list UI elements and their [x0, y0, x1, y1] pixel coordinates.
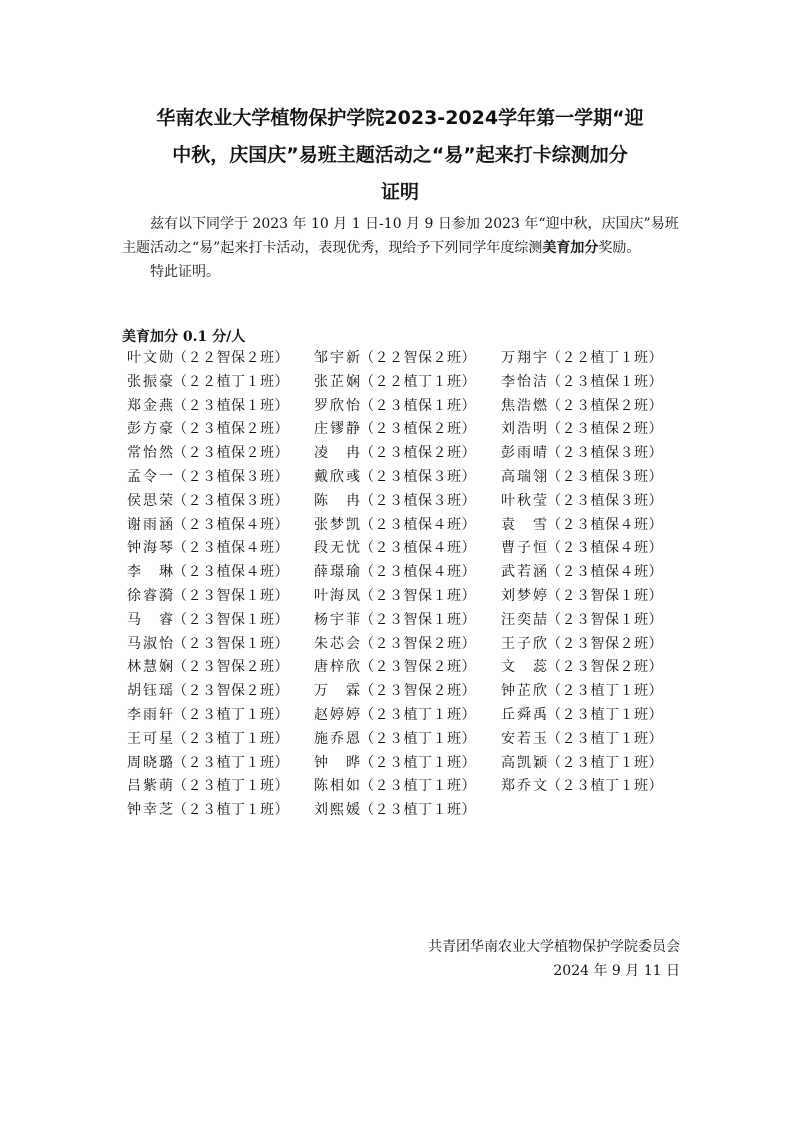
- student-name: 钟海琴: [127, 540, 173, 557]
- body-bold-text: 美育加分: [542, 240, 599, 256]
- list-item: [314, 656, 501, 680]
- student-name: 李 琳: [127, 564, 173, 581]
- list-item: [501, 656, 697, 680]
- student-class: （２３植丁１班）: [547, 683, 663, 700]
- list-item: [314, 561, 501, 585]
- body-paragraph: [122, 212, 682, 260]
- signing-organization: 共青团华南农业大学植物保护学院委员会: [428, 939, 680, 955]
- student-class: （２３智保２班）: [360, 635, 476, 652]
- body-text-end: 奖励。: [598, 240, 641, 256]
- list-item: [501, 728, 697, 752]
- student-name: 陈 冉: [314, 492, 360, 509]
- list-item: [501, 442, 697, 466]
- signing-date: 2024 年 9 月 11 日: [553, 963, 680, 979]
- list-item: [501, 752, 697, 776]
- student-class: （２３植保３班）: [547, 468, 663, 485]
- student-name: 钟芷欣: [501, 683, 547, 700]
- list-item: [314, 418, 501, 442]
- student-class: （２３植保２班）: [360, 445, 476, 462]
- student-class: （２３植保１班）: [173, 397, 289, 414]
- student-name: 马 睿: [127, 611, 173, 628]
- list-item: [127, 585, 314, 609]
- list-item: [314, 371, 501, 395]
- student-name: 叶文勋: [127, 350, 173, 366]
- student-name: 罗欣怡: [314, 397, 360, 414]
- student-class: （２３智保１班）: [173, 611, 289, 628]
- student-name: 王子欣: [501, 635, 547, 652]
- student-name: 袁 雪: [501, 516, 547, 533]
- student-name: 邹宇新: [314, 350, 360, 366]
- list-item: [501, 537, 697, 561]
- student-name: 叶秋莹: [501, 492, 547, 509]
- student-name: 钟幸芝: [127, 802, 173, 819]
- student-class: （２３植保４班）: [547, 516, 663, 533]
- list-item: [314, 609, 501, 633]
- student-class: （２３植保２班）: [360, 421, 476, 438]
- student-class: （２３植保４班）: [360, 540, 476, 557]
- list-item: [501, 490, 697, 514]
- student-name: 武若涵: [501, 564, 547, 581]
- student-name: 汪奕喆: [501, 611, 547, 628]
- student-class: （２２植丁１班）: [173, 373, 289, 390]
- title-line-3: 证明: [380, 181, 419, 203]
- student-name: 林慧娴: [127, 659, 173, 676]
- closing-line: [122, 260, 682, 284]
- list-item: [501, 561, 697, 585]
- list-item: [314, 466, 501, 490]
- list-item: [501, 585, 697, 609]
- certificate-body: [122, 212, 682, 284]
- list-item: [314, 347, 501, 371]
- list-item: [127, 561, 314, 585]
- list-item: [127, 514, 314, 538]
- list-item: [127, 418, 314, 442]
- list-item: [501, 704, 697, 728]
- student-class: （２３植保１班）: [360, 397, 476, 414]
- student-name: 唐梓欣: [314, 659, 360, 676]
- student-class: （２３植保３班）: [547, 492, 663, 509]
- student-class: （２３植丁１班）: [547, 754, 663, 771]
- student-class: （２３植丁１班）: [173, 802, 289, 819]
- student-name: 高凯颖: [501, 754, 547, 771]
- list-item: [127, 371, 314, 395]
- list-item: [314, 514, 501, 538]
- list-item: [127, 775, 314, 799]
- student-name: 朱芯会: [314, 635, 360, 652]
- list-item: [314, 585, 501, 609]
- list-item: [501, 609, 697, 633]
- list-item: [127, 490, 314, 514]
- list-item: [127, 609, 314, 633]
- student-class: （２３植丁１班）: [173, 778, 289, 795]
- student-name: 郑金燕: [127, 397, 173, 414]
- student-class: （２２植丁１班）: [360, 373, 476, 390]
- list-item: [127, 728, 314, 752]
- student-class: （２３植保３班）: [173, 492, 289, 509]
- student-name: 张芷娴: [314, 373, 360, 390]
- student-class: （２３智保１班）: [547, 587, 663, 604]
- student-name: 徐睿漪: [127, 587, 173, 604]
- student-class: （２３植丁１班）: [547, 706, 663, 723]
- list-item: [127, 466, 314, 490]
- student-class: （２３智保２班）: [173, 659, 289, 676]
- student-name: 郑乔文: [501, 778, 547, 795]
- student-class: （２３植保４班）: [547, 540, 663, 557]
- student-name: 刘浩明: [501, 421, 547, 438]
- list-item: [127, 537, 314, 561]
- student-class: （２３植保４班）: [360, 564, 476, 581]
- student-name: 杨宇菲: [314, 611, 360, 628]
- student-class: （２３植保４班）: [173, 516, 289, 533]
- student-class: （２３植丁１班）: [547, 730, 663, 747]
- student-name: 薛璟瑜: [314, 564, 360, 581]
- student-list: [127, 347, 697, 823]
- student-name: 刘梦婷: [501, 587, 547, 604]
- student-name: 钟 晔: [314, 754, 360, 771]
- student-class: （２３植丁１班）: [173, 754, 289, 771]
- list-item: [501, 395, 697, 419]
- list-item: [314, 633, 501, 657]
- student-name: 常怡然: [127, 445, 173, 462]
- student-name: 庄镠静: [314, 421, 360, 438]
- student-class: （２３智保１班）: [547, 611, 663, 628]
- student-name: 文 蕊: [501, 659, 547, 676]
- student-name: 张梦凯: [314, 516, 360, 533]
- student-class: （２３植保３班）: [173, 468, 289, 485]
- list-item: [314, 537, 501, 561]
- student-class: （２３植保２班）: [173, 421, 289, 438]
- student-class: （２２智保２班）: [360, 350, 476, 366]
- student-class: （２３植保３班）: [360, 468, 476, 485]
- student-class: （２３植保４班）: [360, 516, 476, 533]
- list-item: [127, 752, 314, 776]
- student-class: （２３植丁１班）: [360, 802, 476, 819]
- list-item: [314, 490, 501, 514]
- student-name: 凌 冉: [314, 445, 360, 462]
- student-class: （２３植丁１班）: [547, 778, 663, 795]
- student-name: 李雨轩: [127, 706, 173, 723]
- list-item: [314, 728, 501, 752]
- student-name: 王可星: [127, 730, 173, 747]
- list-item: [314, 680, 501, 704]
- list-item: [501, 418, 697, 442]
- award-heading: 美育加分 0.1 分/人: [122, 329, 246, 345]
- list-item: [314, 395, 501, 419]
- student-name: 焦浩燃: [501, 397, 547, 414]
- student-name: 谢雨涵: [127, 516, 173, 533]
- list-item: [127, 442, 314, 466]
- student-class: （２３智保１班）: [360, 587, 476, 604]
- student-class: （２３植保２班）: [547, 397, 663, 414]
- student-class: （２３植丁１班）: [360, 730, 476, 747]
- student-class: （２３植丁１班）: [173, 706, 289, 723]
- list-item: [501, 633, 697, 657]
- student-name: 叶海凤: [314, 587, 360, 604]
- body-text: 兹有以下同学于 2023 年 10 月 1 日-10 月 9 日参加 2023 年“迎中秋，庆国庆”易班主题活动之“易”起来打卡活动，表现优秀，现给予下列同学年度综测: [122, 216, 679, 256]
- student-name: 吕紫萌: [127, 778, 173, 795]
- student-class: （２３智保２班）: [547, 659, 663, 676]
- document-title: [110, 100, 690, 211]
- list-item: [127, 680, 314, 704]
- list-item: [501, 514, 697, 538]
- student-name: 高瑞翎: [501, 468, 547, 485]
- student-name: 丘舜禹: [501, 706, 547, 723]
- student-name: 安若玉: [501, 730, 547, 747]
- list-item: [127, 799, 314, 823]
- list-item: [127, 395, 314, 419]
- student-class: （２３植保２班）: [173, 445, 289, 462]
- list-item: [501, 775, 697, 799]
- student-name: 孟令一: [127, 468, 173, 485]
- student-class: （２３植保４班）: [547, 564, 663, 581]
- student-name: 张振豪: [127, 373, 173, 390]
- student-class: （２３植保４班）: [173, 540, 289, 557]
- student-name: 戴欣彧: [314, 468, 360, 485]
- student-name: 马淑怡: [127, 635, 173, 652]
- student-class: （２３智保１班）: [360, 611, 476, 628]
- list-item: [314, 799, 501, 823]
- student-class: （２３智保２班）: [360, 683, 476, 700]
- list-item: [501, 466, 697, 490]
- student-name: 陈相如: [314, 778, 360, 795]
- list-item: [127, 704, 314, 728]
- list-item: [314, 442, 501, 466]
- student-name: 刘熙媛: [314, 802, 360, 819]
- student-name: 段无忧: [314, 540, 360, 557]
- closing-text: 特此证明。: [150, 264, 220, 280]
- list-item: [501, 680, 697, 704]
- title-line-1: 华南农业大学植物保护学院2023-2024学年第一学期“迎: [156, 107, 644, 129]
- student-name: 赵婷婷: [314, 706, 360, 723]
- student-class: （２３植保３班）: [547, 445, 663, 462]
- student-name: 侯思荣: [127, 492, 173, 509]
- student-class: （２３智保２班）: [547, 635, 663, 652]
- student-class: （２３植丁１班）: [360, 706, 476, 723]
- student-name: 万 霖: [314, 683, 360, 700]
- student-name: 万翔宇: [501, 350, 547, 366]
- list-item: [501, 371, 697, 395]
- student-name: 彭雨晴: [501, 445, 547, 462]
- student-class: （２２智保２班）: [173, 350, 289, 366]
- student-class: （２２植丁１班）: [547, 350, 663, 366]
- list-item: [127, 347, 314, 371]
- title-line-2: 中秋，庆国庆”易班主题活动之“易”起来打卡综测加分: [172, 144, 628, 166]
- list-item: [314, 775, 501, 799]
- student-class: （２３智保１班）: [173, 587, 289, 604]
- student-name: 李怡洁: [501, 373, 547, 390]
- list-item: [127, 633, 314, 657]
- list-item: [314, 752, 501, 776]
- list-item: [314, 704, 501, 728]
- student-class: （２３植保４班）: [173, 564, 289, 581]
- student-class: （２３植丁１班）: [173, 730, 289, 747]
- student-class: （２３智保１班）: [173, 635, 289, 652]
- student-class: （２３植保３班）: [360, 492, 476, 509]
- student-name: 曹子恒: [501, 540, 547, 557]
- student-class: （２３智保２班）: [360, 659, 476, 676]
- student-class: （２３植丁１班）: [360, 754, 476, 771]
- student-name: 彭方豪: [127, 421, 173, 438]
- student-class: （２３智保２班）: [173, 683, 289, 700]
- student-class: （２３植丁１班）: [360, 778, 476, 795]
- signature-block: [428, 935, 680, 983]
- student-class: （２３植保２班）: [547, 421, 663, 438]
- student-name: 周晓璐: [127, 754, 173, 771]
- student-class: （２３植保１班）: [547, 373, 663, 390]
- list-item: [127, 656, 314, 680]
- list-item: [501, 347, 697, 371]
- student-name: 施乔恩: [314, 730, 360, 747]
- student-name: 胡钰瑶: [127, 683, 173, 700]
